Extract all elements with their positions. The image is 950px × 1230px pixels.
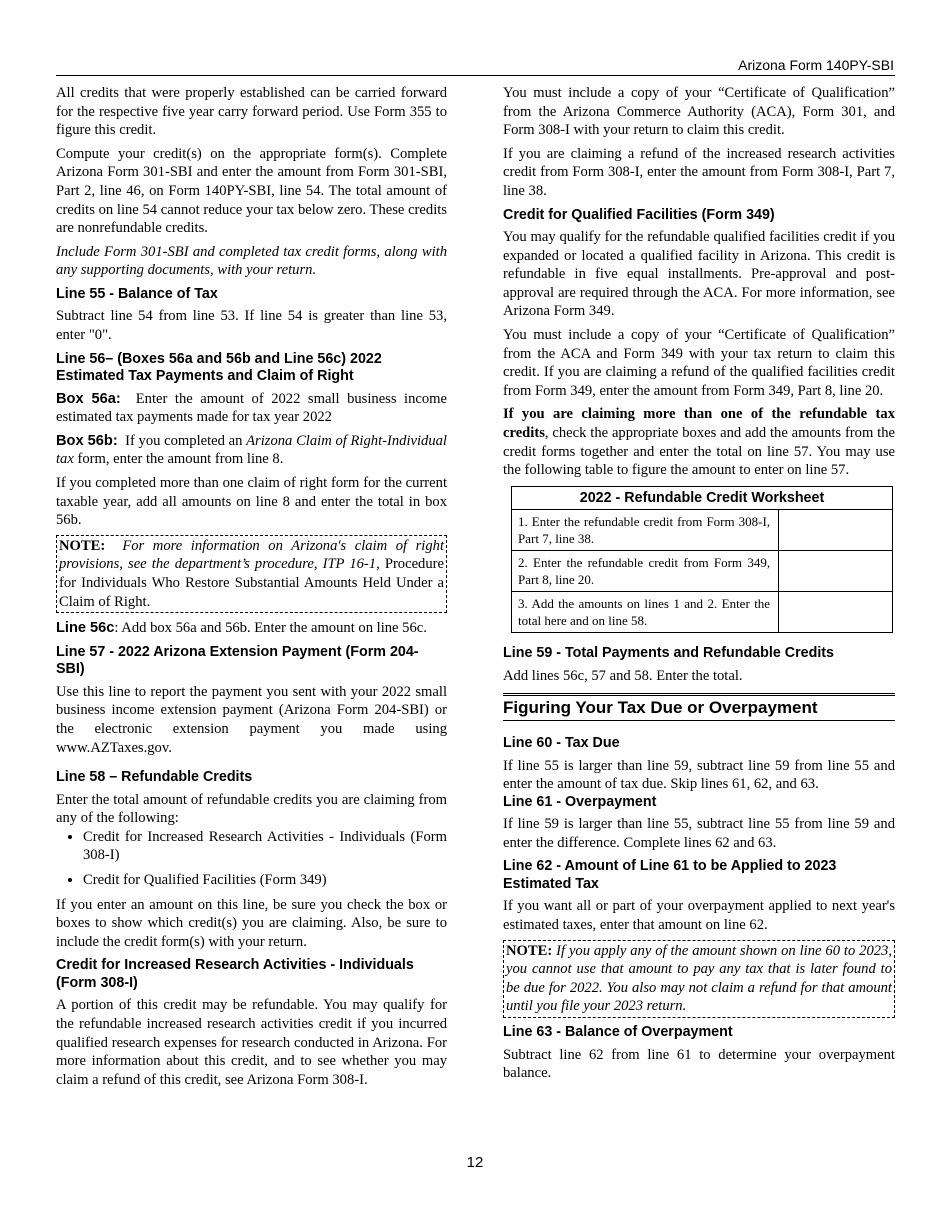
line-55-text: Subtract line 54 from line 53. If line 54 is greater than line 53, enter "0". — [56, 308, 447, 344]
line-59-text: Add lines 56c, 57 and 58. Enter the total. — [503, 667, 743, 684]
amount-cell[interactable] — [779, 510, 893, 551]
amount-cell[interactable] — [779, 592, 893, 633]
line-63-heading: Line 63 - Balance of Overpayment — [503, 1024, 733, 1040]
table-row: 3. Add the amounts on lines 1 and 2. Enter the total here and on line 58. — [512, 592, 893, 633]
line-61-text: If line 59 is larger than line 55, subtract line 55 from line 59 and enter the difference. Complete lines 62 and 63. — [503, 816, 895, 851]
box-56a-paragraph: Box 56a: Enter the amount of 2022 small business income estimated tax payments made for tax year 2022 — [56, 390, 448, 426]
line-58-heading: Line 58 – Refundable Credits — [56, 769, 253, 786]
amount-cell[interactable] — [779, 551, 893, 592]
header-rule — [56, 75, 895, 76]
line-61-heading: Line 61 - Overpayment — [503, 793, 657, 810]
right-column — [503, 84, 895, 1088]
line-55-heading: Line 55 - Balance of Tax — [56, 285, 218, 302]
list-item: • Credit for Qualified Facilities (Form 349) — [83, 871, 447, 890]
page-number: 12 — [466, 1154, 484, 1171]
check-box-paragraph: If you enter an amount on this line, be sure you check the box or boxes to show which credit(s) you are claiming. Also, be sure to include the credit form(s) with your return. — [56, 896, 447, 950]
research-refund-paragraph: If you are claiming a refund of the increased research activities credit from Form 308-I, enter the amount from Form 308-I, Part 7, line 38. — [503, 145, 895, 199]
table-row: 1. Enter the refundable credit from Form 308-I, Part 7, line 38. — [512, 510, 893, 551]
research-credit-text: A portion of this credit may be refundable. You may qualify for the refundable increased research activities credit if you incurred qualified research expenses for research conducted in Arizona. For more information about this credit, and to see whether you may claim a refund of this credit, see Arizona Form 308-I. — [56, 997, 447, 1088]
line-63-text: Subtract line 62 from line 61 to determine your overpayment balance. — [503, 1046, 895, 1082]
facilities-certificate-paragraph: You must include a copy of your “Certificate of Qualification” from the ACA and Form 349 with your tax return to claim this credit. If you are claiming a refund of the qualified facilities credit from Form 349, enter the amount from Form 349, Part 8, line 20. — [503, 327, 895, 399]
include-forms-paragraph: Include Form 301-SBI and completed tax credit forms, along with any supporting documents, with your return. — [56, 243, 447, 279]
claim-of-right-note: NOTE: For more information on Arizona's claim of right provisions, see the department’s procedure, ITP 16-1, Procedure for Individuals Who Restore Substantial Amounts Held Under a Claim of Right. — [56, 535, 447, 613]
overpayment-note: NOTE: If you apply any of the amount shown on line 60 to 2023, you cannot use that amount to pay any tax that is later found to be due for 2022. You also may not claim a refund for that amount until you file your 2023 return. — [503, 940, 895, 1018]
line-59-heading: Line 59 - Total Payments and Refundable Credits — [503, 645, 835, 662]
line-62-heading: Line 62 - Amount of Line 61 to be Applied to 2023 Estimated Tax — [503, 858, 837, 892]
line-57-heading: Line 57 - 2022 Arizona Extension Payment (Form 204-SBI) — [56, 643, 419, 678]
worksheet-title: 2022 - Refundable Credit Worksheet — [512, 486, 893, 510]
refundable-credits-list — [56, 828, 447, 890]
line-60-heading: Line 60 - Tax Due — [503, 735, 620, 752]
line-56c-paragraph: Line 56c: Add box 56a and 56b. Enter the amount on line 56c. — [56, 620, 427, 637]
refundable-credit-worksheet — [511, 486, 893, 634]
line-58-text: Enter the total amount of refundable credits you are claiming from any of the following: — [56, 791, 447, 827]
certificate-paragraph: You must include a copy of your “Certificate of Qualification” from the Arizona Commerce Authority (ACA), Form 301, and Form 308-I with your return to claim this credit. — [503, 85, 895, 139]
research-credit-heading: Credit for Increased Research Activities - Individuals (Form 308-I) — [56, 957, 414, 991]
qualified-facilities-heading: Credit for Qualified Facilities (Form 349) — [503, 206, 775, 223]
table-row: 2. Enter the refundable credit from Form 349, Part 8, line 20. — [512, 551, 893, 592]
carry-forward-paragraph: All credits that were properly established can be carried forward for the respective five year carry forward period. Use Form 355 to figure this credit. — [56, 85, 447, 139]
box-56a-label: Box 56a: — [56, 390, 121, 407]
compute-credits-paragraph: Compute your credit(s) on the appropriate form(s). Complete Arizona Form 301-SBI and enter the amount from Form 301-SBI, Part 2, line 46, on Form 140PY-SBI, line 54. The total amount of credits on line 54 cannot reduce your tax below zero. These credits are nonrefundable credits. — [56, 145, 447, 237]
line-60-text: If line 55 is larger than line 59, subtract line 59 from line 55 and enter the amount of tax due. Skip lines 61, 62, and 63. — [503, 757, 895, 793]
list-item: • Credit for Increased Research Activities - Individuals (Form 308-I) — [83, 828, 447, 865]
box-56b-paragraph: Box 56b: If you completed an Arizona Claim of Right-Individual tax form, enter the amount from line 8. — [56, 432, 447, 468]
multiple-credits-paragraph: If you are claiming more than one of the refundable tax credits, check the appropriate boxes and add the amounts from the credit forms together and enter the total on line 57. You may use the following table to figure the amount to enter on line 57. — [503, 406, 895, 479]
box-56b-label: Box 56b: — [56, 432, 118, 449]
form-header: Arizona Form 140PY-SBI — [738, 57, 894, 73]
left-column — [56, 84, 447, 1094]
line-57-text: Use this line to report the payment you sent with your 2022 small business income extension payment (Arizona Form 204-SBI) or the electronic extension payment you made using www.AZTaxes.gov. — [56, 683, 447, 756]
multiple-claims-paragraph: If you completed more than one claim of right form for the current taxable year, add all amounts on line 8 and enter the total in box 56b. — [56, 475, 447, 529]
section-title: Figuring Your Tax Due or Overpayment — [503, 693, 895, 721]
line-62-text: If you want all or part of your overpayment applied to next year's estimated taxes, enter that amount on line 62. — [503, 898, 895, 934]
line-56-heading: Line 56– (Boxes 56a and 56b and Line 56c) 2022 Estimated Tax Payments and Claim of Right — [56, 350, 382, 385]
qualified-facilities-text: You may qualify for the refundable qualified facilities credit if you expanded or located a qualified facility in Arizona. This credit is refundable in five equal installments. Pre-approval and post-approval are required through the ACA. For more information, see Arizona Form 349. — [503, 229, 895, 320]
